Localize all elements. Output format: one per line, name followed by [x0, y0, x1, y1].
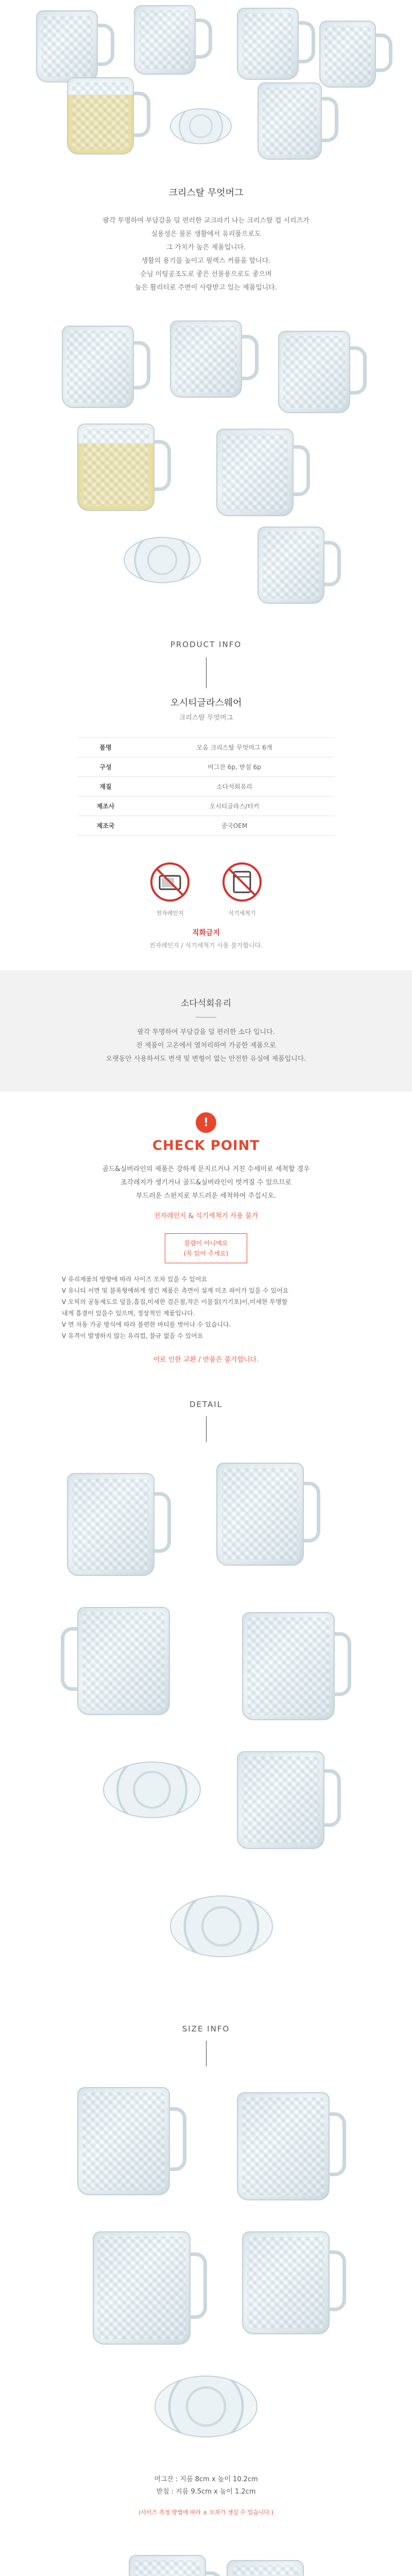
coaster-image	[170, 1895, 273, 1957]
mug-image	[258, 82, 322, 160]
mug-image	[242, 2231, 330, 2334]
intro-line: 생활의 용기를 높이고 필렉스 커플을 합니다.	[141, 257, 271, 265]
warning-title: 직화금지	[192, 929, 220, 937]
mug-image	[77, 2087, 170, 2195]
coaster-image	[170, 108, 232, 144]
mug-image	[77, 1607, 170, 1715]
table-row	[77, 777, 335, 796]
check-red-note: 전자레인지 & 식기세척기 사용 불가	[153, 1212, 259, 1220]
divider-line	[196, 1017, 216, 1018]
divider-line	[206, 1416, 207, 1442]
check-note: V 유격이 발생하지 않는 유리컵, 불규 없을 수 있어요	[62, 1332, 203, 1340]
table-value: 오시티글라스/터키	[134, 796, 335, 816]
material-title: 소다석회유리	[180, 998, 232, 1009]
size-photo	[0, 2066, 412, 2468]
warning-section	[0, 836, 412, 970]
hero-photo	[0, 0, 412, 170]
table-key: 품명	[77, 738, 134, 757]
warning-item	[149, 861, 191, 917]
mug-image	[93, 2231, 191, 2345]
mug-image	[237, 8, 299, 80]
check-line: 조각레지가 생기거나 골드&실버라인이 벗겨질 수 있으므로	[120, 1179, 292, 1187]
table-row	[77, 816, 335, 836]
check-note: V 오픽의 공동제도로 덮을,흠집,미세한 검은점,작은 이물질(기기포)이,미세한 투명할	[62, 1298, 288, 1306]
warning-item	[221, 861, 263, 917]
detail-section	[0, 1389, 412, 1442]
table-row	[77, 796, 335, 816]
table-row	[77, 738, 335, 757]
table-key: 구성	[77, 757, 134, 777]
check-point-text	[0, 1163, 412, 1203]
mug-image	[170, 320, 242, 398]
product-info-table	[77, 737, 335, 836]
table-value: 소다석회유리	[134, 777, 335, 796]
check-footer: 이로 인한 교환 / 반품은 불가합니다.	[153, 1356, 259, 1364]
intro-text	[0, 214, 412, 295]
size-note: (사이즈 측정 방법에 따라 ± 오차가 생길 수 있습니다.)	[139, 2509, 273, 2516]
mug-image	[36, 10, 98, 82]
coaster-image	[124, 537, 201, 583]
material-line: 전 제품이 고온에서 열처리하여 가공한 제품으로	[136, 1042, 276, 1049]
mug-image	[319, 21, 376, 88]
mug-image	[242, 1612, 335, 1720]
table-row	[77, 757, 335, 777]
intro-line: 팔각 투명하여 부담감을 덜 편러한 교크라기 나는 크리스탈 컵 시리즈가	[102, 217, 310, 225]
material-section	[0, 970, 412, 1092]
product-photo	[0, 310, 412, 619]
no-dishwasher-icon	[221, 861, 263, 903]
mug-juice-image	[77, 423, 154, 511]
table-key: 재질	[77, 777, 134, 796]
check-notes	[62, 1274, 350, 1342]
size-info-section	[0, 2009, 412, 2066]
mug-image	[67, 1473, 154, 1576]
check-line: 부드러운 스펀지로 부드러운 세척하여 주십시오.	[136, 1192, 276, 1200]
mug-image	[278, 331, 350, 413]
detail-heading: DETAIL	[189, 1400, 223, 1409]
intro-title: 크리스탈 무엇머그	[168, 188, 244, 198]
coaster-image	[103, 1761, 201, 1818]
table-key: 제조국	[77, 816, 134, 836]
material-text	[0, 1026, 412, 1066]
intro-line: 높은 활리티로 주변이 사랑받고 있는 제품입니다.	[135, 284, 277, 292]
mug-image	[216, 1463, 304, 1566]
check-line: 골드&실버라인의 제품은 강하게 문지르거나 거친 수세미로 세척할 경우	[102, 1165, 310, 1173]
size-line: 머그잔 : 지름 8cm x 높이 10.2cm	[154, 2476, 258, 2483]
mug-image	[129, 2555, 206, 2576]
intro-section	[0, 170, 412, 310]
brand-name: 오시티글라스웨어	[170, 698, 242, 708]
check-note: 내게 흠결이 있을수 있으며, 정상적인 제품입니다.	[62, 1310, 195, 1317]
intro-line: 실용성은 물론 생활에서 유리품으로도	[151, 230, 261, 238]
material-line: 오랫동안 사용하셔도 변색 및 변형이 없는 안전한 유실에 제품입니다.	[106, 1055, 306, 1063]
product-info-heading: PRODUCT INFO	[170, 640, 242, 649]
divider-line	[206, 2041, 207, 2066]
intro-line: 그 가치가 높은 제품입니다.	[166, 244, 246, 251]
warning-icon-label: 식기세척기	[228, 910, 256, 917]
material-line: 팔각 투명하여 부담감을 덜 편러한 소다 입니다.	[137, 1028, 275, 1036]
product-name: 크리스탈 무엇머그	[179, 714, 233, 722]
mug-image	[216, 429, 294, 516]
stamp-line: (꼭 읽어 주세요)	[183, 1250, 229, 1257]
notice-stamp	[165, 1233, 247, 1263]
coaster-image	[154, 2376, 258, 2437]
size-info-heading: SIZE INFO	[182, 2024, 230, 2033]
no-microwave-icon	[149, 861, 191, 903]
stamp-line: 불량이 아니에요	[184, 1240, 228, 1247]
mug-image	[237, 1751, 324, 1849]
table-key: 제조사	[77, 796, 134, 816]
detail-photo	[0, 1442, 412, 2009]
divider-line	[206, 657, 207, 688]
mug-image	[62, 326, 134, 408]
warning-icon-label: 전자레인지	[156, 910, 184, 917]
warning-text: 전자레인지 / 식기세척기 사용 불가합니다.	[149, 942, 263, 949]
check-note: V 면 자동 가공 방식에 따라 불편한 바티를 벗어나 수 있습니다.	[62, 1321, 231, 1328]
size-photo-2	[0, 2539, 412, 2576]
alert-icon: !	[196, 1112, 216, 1133]
mug-juice-image	[67, 77, 134, 155]
check-point-section	[0, 1092, 412, 1389]
product-info-section	[0, 619, 412, 836]
intro-line: 순님 미팅공조도로 좋은 선물용으로도 좋으며	[140, 270, 272, 278]
table-value: 중국OEM	[134, 816, 335, 836]
mug-image	[237, 2092, 330, 2200]
check-point-title: CHECK POINT	[152, 1138, 260, 1154]
mug-image	[134, 5, 196, 75]
size-line: 받침 : 지름 9.5cm x 높이 1.2cm	[156, 2488, 256, 2496]
table-value: 머그잔 6p, 받침 6p	[134, 757, 335, 777]
mug-image	[258, 527, 324, 604]
check-note: V 유니티 서면 및 블록형예하게 생긴 제품은 측면이 설계 미조 파이가 있을 수 있어요	[62, 1287, 289, 1294]
size-text	[0, 2468, 412, 2539]
check-note: V 유리제품의 방향에 따라 사이즈 오차 있을 수 있어요	[62, 1276, 208, 1283]
mug-image	[227, 2560, 304, 2576]
table-value: 모음 크리스탈 무엇머그 6개	[134, 738, 335, 757]
